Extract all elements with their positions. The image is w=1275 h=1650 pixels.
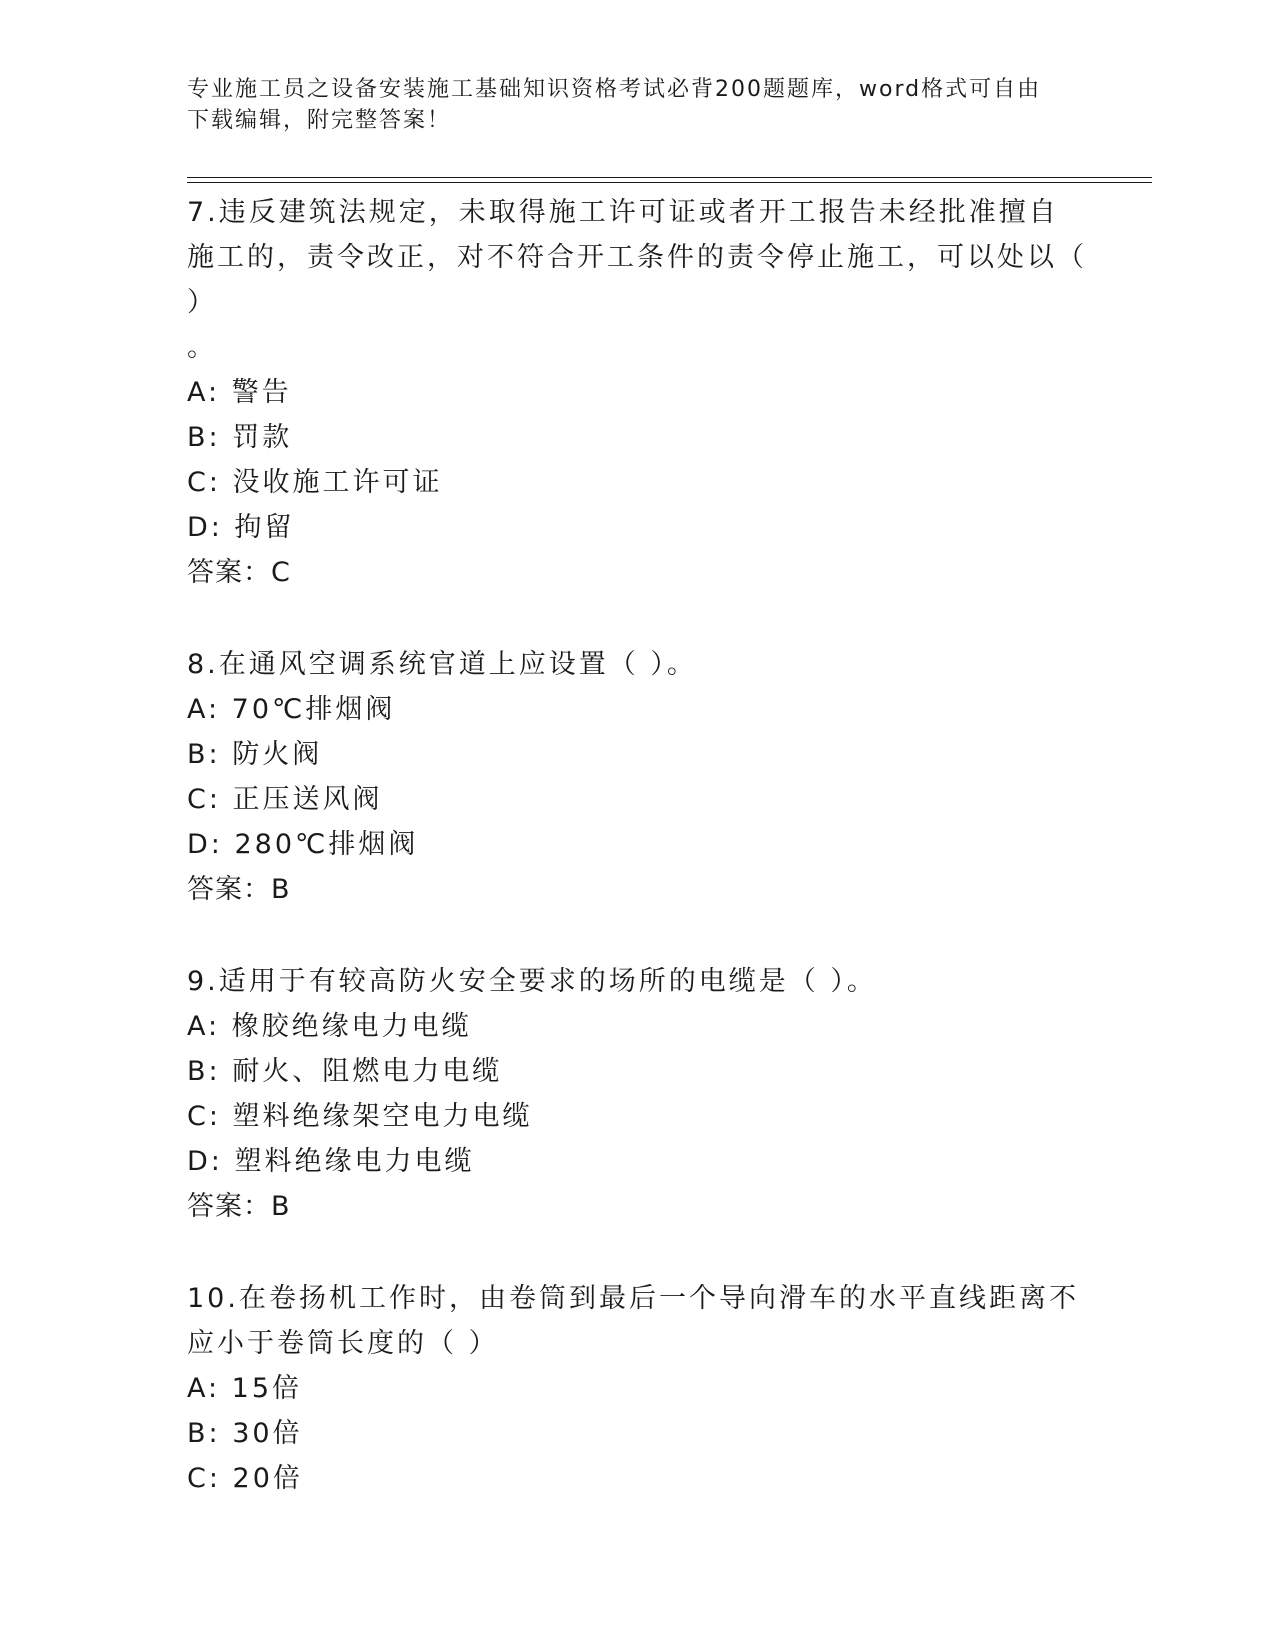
answer-line: 答案：B <box>187 874 291 905</box>
answer-line: 答案：B <box>187 1191 291 1222</box>
question-9 <box>187 959 1087 1229</box>
option-list <box>187 370 1087 550</box>
option-c: C: 20倍 <box>187 1463 303 1494</box>
option-b: B: 30倍 <box>187 1418 303 1449</box>
header-line-2: 下载编辑，附完整答案！ <box>187 108 452 133</box>
option-a: A: 70℃排烟阀 <box>187 694 396 725</box>
question-text: 8.在通风空调系统官道上应设置（ ）。 <box>187 649 697 680</box>
question-list <box>187 190 1087 1548</box>
header-divider-bottom <box>187 182 1152 183</box>
option-a: A: 15倍 <box>187 1373 303 1404</box>
option-c: C: 正压送风阀 <box>187 784 383 815</box>
option-d: D: 塑料绝缘电力电缆 <box>187 1146 475 1177</box>
document-header <box>187 74 1087 136</box>
question-text: 7.违反建筑法规定，未取得施工许可证或者开工报告未经批准擅自施工的，责令改正，对不符合开工条件的责令停止施工，可以处以（ ） <box>187 197 1087 318</box>
option-list <box>187 1366 1087 1501</box>
option-c: C: 塑料绝缘架空电力电缆 <box>187 1101 533 1132</box>
question-tail: 。 <box>187 332 214 363</box>
option-d: D: 280℃排烟阀 <box>187 829 419 860</box>
question-8 <box>187 642 1087 912</box>
option-b: B: 耐火、阻燃电力电缆 <box>187 1056 503 1087</box>
question-text: 10.在卷扬机工作时，由卷筒到最后一个导向滑车的水平直线距离不应小于卷筒长度的（ ） <box>187 1283 1079 1359</box>
header-line-1: 专业施工员之设备安装施工基础知识资格考试必背200题题库，word格式可自由 <box>187 77 1042 102</box>
answer-line: 答案：C <box>187 557 291 588</box>
question-10 <box>187 1276 1087 1501</box>
option-list <box>187 687 1087 867</box>
option-c: C: 没收施工许可证 <box>187 467 443 498</box>
option-b: B: 罚款 <box>187 422 293 453</box>
option-a: A: 橡胶绝缘电力电缆 <box>187 1011 472 1042</box>
option-b: B: 防火阀 <box>187 739 323 770</box>
question-text: 9.适用于有较高防火安全要求的场所的电缆是（ ）。 <box>187 966 877 997</box>
option-list <box>187 1004 1087 1184</box>
header-divider-top <box>187 177 1152 178</box>
option-d: D: 拘留 <box>187 512 295 543</box>
option-a: A: 警告 <box>187 377 292 408</box>
question-7 <box>187 190 1087 595</box>
